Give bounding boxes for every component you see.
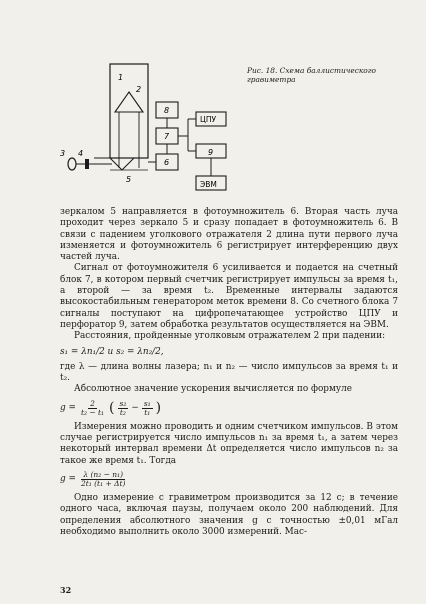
gravimeter-diagram bbox=[52, 58, 242, 206]
cpu-label: ЦПУ bbox=[200, 115, 217, 124]
paragraph: Измерения можно проводить и одним счетчиком импульсов. В этом случае регистрируется число импульсов n₁ за время t₁, а затем через некоторый интервал времени Δt определяется число импульсов n₂ за такое же время t₁. Тогда bbox=[60, 421, 398, 466]
label-1: 1 bbox=[118, 73, 124, 82]
label-2: 2 bbox=[136, 85, 142, 94]
label-8: 8 bbox=[164, 106, 170, 115]
page-number: 32 bbox=[60, 585, 72, 595]
paragraph: Одно измерение с гравиметром производится за 12 с; в течение одного часа, включая паузы, получаем около 200 наблюдений. Для определения абсолютного значения g с точностью ±0,01 мГал необходимо выполнить около 3000 измерений. Мас- bbox=[60, 492, 398, 537]
formula-single-counter: g = $\frac{\text{λ (n₂ − n₁)}}{\text{2t₁ (t₁ + Δt)}}$ bbox=[60, 469, 126, 489]
laser-icon bbox=[68, 158, 76, 170]
paragraph: Сигнал от фотоумножителя 6 усиливается и подается на счетный блок 7, в котором первый счетчик регистрирует импульсы за время t₁, а второй — за время t₂. Временные интервалы задаются высокостабильным генератором меток времени 8. Со счетного блока 7 сигналы поступают на цифропечатающее устройство ЦПУ и перфоратор 9, затем обработка результатов осуществляется на ЭВМ. bbox=[60, 263, 398, 330]
paragraph: Расстояния, пройденные уголковым отражателем 2 при падении: bbox=[74, 331, 386, 342]
label-9: 9 bbox=[208, 148, 214, 157]
paragraph: где λ — длина волны лазера; n₁ и n₂ — число импульсов за время t₁ и t₂. bbox=[60, 361, 398, 384]
label-3: 3 bbox=[60, 149, 66, 158]
evm-label: ЭВМ bbox=[200, 180, 217, 189]
label-5: 5 bbox=[126, 175, 132, 184]
formula-distances: s₁ = λn₁/2 и s₂ = λn₂/2, bbox=[60, 346, 164, 357]
figure-caption: Рис. 18. Схема баллистического гравиметра bbox=[247, 66, 376, 84]
label-4: 4 bbox=[78, 149, 84, 158]
label-6: 6 bbox=[164, 158, 170, 167]
paragraph: Абсолютное значение ускорения вычисляется по формуле bbox=[74, 384, 352, 395]
paragraph: зеркалом 5 направляется в фотоумножитель 6. Вторая часть луча проходит через зеркало 5 и сразу попадает в фотоумножитель 6. В связи с падением уголкового отражателя 2 длина пути первого луча изменяется и фотоумножитель 6 регистрирует интерференцию двух частей луча. bbox=[60, 207, 398, 263]
label-7: 7 bbox=[164, 132, 170, 141]
corner-reflector-icon bbox=[115, 92, 143, 112]
body-text bbox=[60, 207, 398, 538]
formula-acceleration: g = $\frac{2}{\text{t₂ − t₁}}$ ( $\frac{\text{s₂}}{\text{t₂}}$ − $\frac{\text{s₁}}{\text{t₁}}$ ) bbox=[60, 398, 162, 418]
